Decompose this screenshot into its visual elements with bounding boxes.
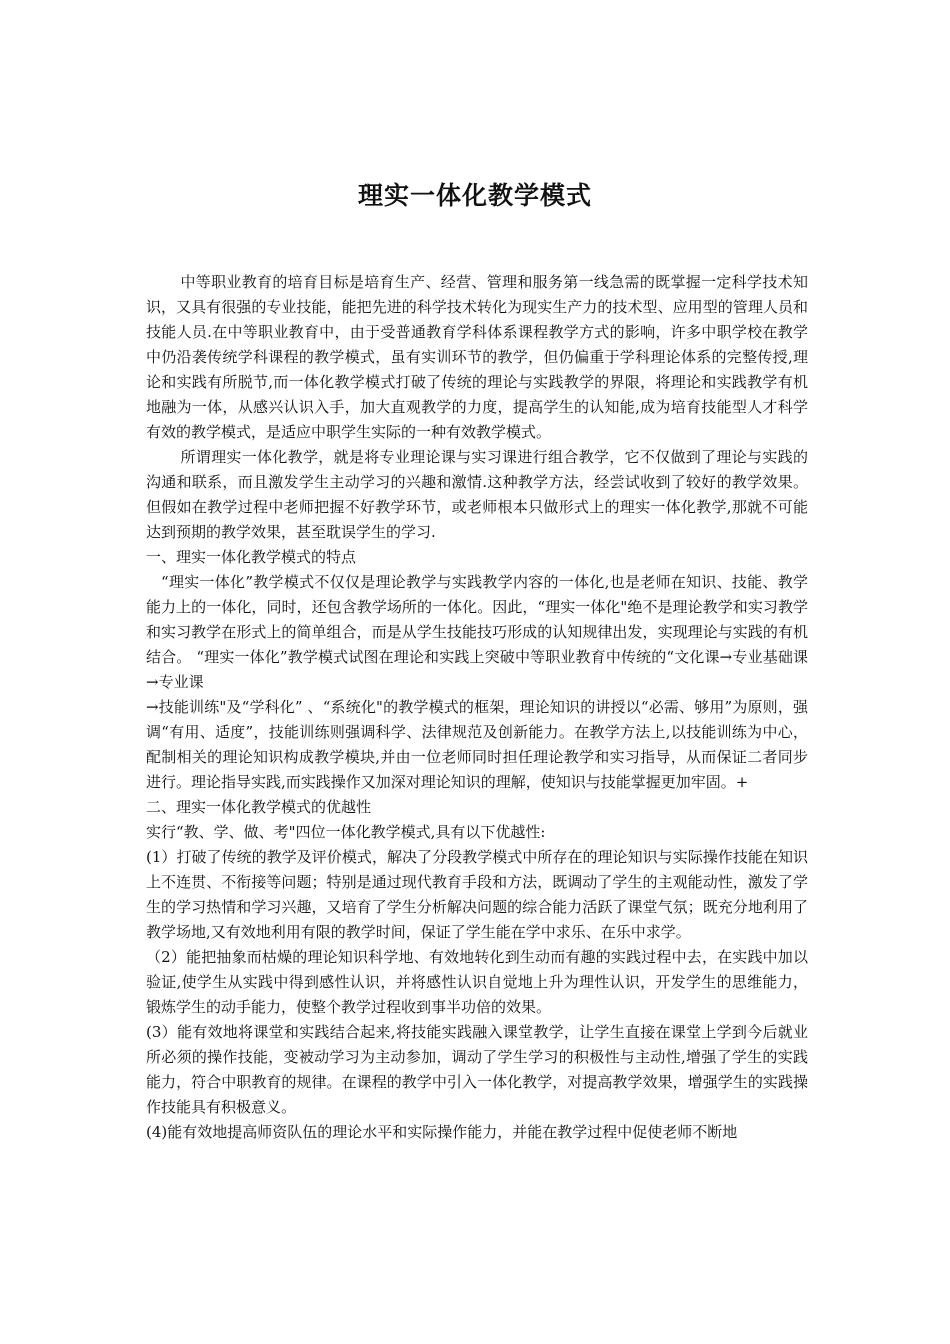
paragraph-advantages-intro: 实行“教、学、做、考"四位一体化教学模式,具有以下优越性: [146,823,546,841]
document-title: 理实一体化教学模式 [357,181,592,210]
list-item-advantage-2: （2）能把抽象而枯燥的理论知识科学地、有效地转化到生动而有趣的实践过程中去，在实践中加以验证,使学生从实践中得到感性认识，并将感性认识自觉地上升为理性认识，开发学生的思维能力，锻炼学生的动手能力，使整个教学过程收到事半功倍的效果。 [146,948,808,1016]
paragraph-features: “理实一体化”教学模式不仅仅是理论教学与实践教学内容的一体化,也是老师在知识、技能、教学能力上的一体化，同时，还包含教学场所的一体化。因此，“理实一体化"绝不是理论教学和实习教学和实习教学在形式上的简单组合，而是从学生技能技巧形成的认知规律出发，实现理论与实践的有机结合。 “理实一体化”教学模式试图在理论和实践上突破中等职业教育中传统的“文化课→专业基础课→专业课 [146,573,808,691]
document-body [146,270,808,1145]
list-item-advantage-4: (4)能有效地提高师资队伍的理论水平和实际操作能力，并能在教学过程中促使老师不断地 [146,1123,738,1141]
paragraph-definition: 所谓理实一体化教学，就是将专业理论课与实习课进行组合教学，它不仅做到了理论与实践的沟通和联系，而且激发学生主动学习的兴趣和激情.这种教学方法，经尝试收到了较好的教学效果。但假如在教学过程中老师把握不好教学环节，或老师根本只做形式上的理实一体化教学,那就不可能达到预期的教学效果，甚至耽误学生的学习. [146,448,808,541]
list-item-advantage-3: (3）能有效地将课堂和实践结合起来,将技能实践融入课堂教学，让学生直接在课堂上学到今后就业所必须的操作技能，变被动学习为主动参加，调动了学生学习的积极性与主动性,增强了学生的实践能力，符合中职教育的规律。在课程的教学中引入一体化教学，对提高教学效果，增强学生的实践操作技能具有积极意义。 [146,1023,808,1116]
paragraph-features-continued: →技能训练"及“学科化” 、“系统化"的教学模式的框架，理论知识的讲授以“必需、够用”为原则，强调“有用、适度”，技能训练则强调科学、法律规范及创新能力。在教学方法上,以技能训练为中心，配制相关的理论知识构成教学模块,并由一位老师同时担任理论教学和实习指导，从而保证二者同步进行。理论指导实践,而实践操作又加深对理论知识的理解，使知识与技能掌握更加牢固。+ [146,698,808,791]
section-heading-advantages: 二、理实一体化教学模式的优越性 [146,798,372,816]
paragraph-intro: 中等职业教育的培育目标是培育生产、经营、管理和服务第一线急需的既掌握一定科学技术知识，又具有很强的专业技能，能把先进的科学技术转化为现实生产力的技术型、应用型的管理人员和技能人员.在中等职业教育中，由于受普通教育学科体系课程教学方式的影响，许多中职学校在教学中仍沿袭传统学科课程的教学模式，虽有实训环节的教学，但仍偏重于学科理论体系的完整传授,理论和实践有所脱节,而一体化教学模式打破了传统的理论与实践教学的界限，将理论和实践教学有机地融为一体，从感兴认识入手，加大直观教学的力度，提高学生的认知能,成为培育技能型人才科学有效的教学模式，是适应中职学生实际的一种有效教学模式。 [146,273,808,441]
list-item-advantage-1: (1）打破了传统的教学及评价模式，解决了分段教学模式中所存在的理论知识与实际操作技能在知识上不连贯、不衔接等问题；特别是通过现代教育手段和方法，既调动了学生的主观能动性，激发了学生的学习热情和学习兴趣，又培育了学生分析解决问题的综合能力活跃了课堂气氛；既充分地利用了教学场地,又有效地利用有限的教学时间，保证了学生能在学中求乐、在乐中求学。 [146,848,808,941]
section-heading-features: 一、理实一体化教学模式的特点 [146,548,357,566]
